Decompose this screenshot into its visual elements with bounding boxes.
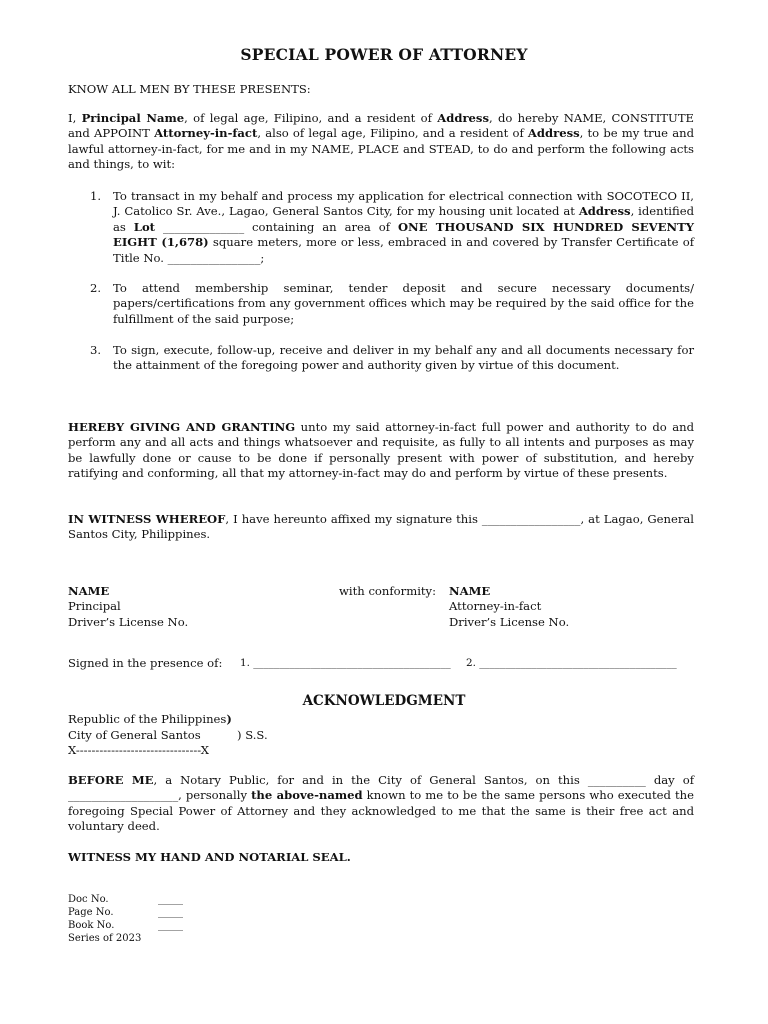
principal-name-placeholder: Principal Name [81,111,185,125]
page-no-blank: _____ [158,907,183,918]
intro-text: KNOW ALL MEN BY THESE PRESENTS: [68,82,311,96]
republic-line: Republic of the Philippines) [68,712,232,726]
list-item-number: 2. [90,281,102,295]
witness-text: , I have hereunto affixed my signature this _________________, at Lagao, General Santos City, Philippines. [68,512,695,542]
appointment-text-5: , to be my true and lawful attorney-in-fact, for me and in my NAME, PLACE and STEAD, to do and perform the following acts and things, to wit: [68,126,694,172]
book-no-blank: _____ [158,920,183,931]
witness-heading: IN WITNESS WHEREOF [68,512,226,526]
list-item-number: 3. [90,343,102,357]
witness-line-2: 2. ______________________________________ [466,657,677,669]
before-me-paragraph: BEFORE ME, a Notary Public, for and in the City of General Santos, on this __________ day of ___________________, personally the above-named known to me to be the same persons who executed the foregoing Special Power of Attorney and they acknowledged to me that the same is their free act and voluntary deed. [68,773,695,834]
attorney-placeholder: Attorney-in-fact [154,126,258,141]
series-label: Series of 2023 [68,933,142,944]
appointment-text-3: , do hereby NAME, CONSTITUTE and APPOINT [68,111,695,141]
witness-line-1: 1. ______________________________________ [240,657,451,669]
principal-role: Principal [68,599,121,613]
doc-no-label: Doc No. [68,894,109,905]
x-line: X--------------------------------X [68,743,210,757]
list-item-text: To attend membership seminar, tender deposit and secure necessary documents/ papers/certifications from any government offices which may be required by the said office for the fulfillment of the said purpose; [113,281,694,326]
ss-marker: ) S.S. [237,728,268,742]
attorney-address-placeholder: Address [527,126,580,141]
list-item [90,343,694,374]
attorney-role: Attorney-in-fact [449,599,542,613]
granting-paragraph [68,420,694,482]
appointment-text-1: I, [68,111,82,125]
list-item-number: 1. [90,189,102,203]
acknowledgment-title: ACKNOWLEDGMENT [302,693,466,709]
granting-text: unto my said attorney-in-fact full power and authority to do and perform any and all acts and things whatsoever and requisite, as fully to all intents and purposes as may be lawfully done or cause to be done if personally present with power of substitution, and hereby ratifying and conforming, all that my attorney-in-fact may do and perform by virtue of these presents. [68,420,694,481]
city-line: City of General Santos [68,728,201,742]
list-item-text: To transact in my behalf and process my application for electrical connection with SOCOTECO II, J. Catolico Sr. Ave., Lagao, General Santos City, for my housing unit located at Address, identified as Lot ______________ containing an area of ONE THOUSAND SIX HUNDRED SEVENTY EIGHT (1,678) square meters, more or less, embraced in and covered by Transfer Certificate of Title No. ________________; [113,189,695,265]
list-item [90,281,694,327]
principal-name: NAME [68,584,110,598]
appointment-paragraph [68,111,694,173]
presence-label: Signed in the presence of: [68,656,223,670]
lot-label: Lot [133,219,156,234]
above-named: the above-named [251,788,363,803]
area-amount: ONE THOUSAND SIX HUNDRED SEVENTY EIGHT (1,678) [113,219,694,250]
document-title: SPECIAL POWER OF ATTORNEY [240,45,528,64]
appointment-text-4: , also of legal age, Filipino, and a resident of [257,126,528,141]
granting-heading: HEREBY GIVING AND GRANTING [68,420,296,434]
appointment-text-2: , of legal age, Filipino, and a resident of [184,111,438,125]
principal-address-placeholder: Address [437,111,489,125]
before-me-heading: BEFORE ME [68,773,154,787]
witness-paragraph [68,512,694,543]
conformity-label: with conformity: [339,584,437,598]
page-no-label: Page No. [68,907,114,918]
principal-license: Driver’s License No. [68,615,189,629]
property-address-placeholder: Address [578,204,631,219]
list-item [90,189,694,266]
doc-no-blank: _____ [158,894,183,905]
hand-seal-text: WITNESS MY HAND AND NOTARIAL SEAL. [68,850,351,864]
list-item-text: To sign, execute, follow-up, receive and deliver in my behalf any and all documents necessary for the attainment of the foregoing power and authority given by virtue of this document. [113,343,694,373]
attorney-name: NAME [449,584,491,598]
attorney-license: Driver’s License No. [449,615,570,629]
book-no-label: Book No. [68,920,115,931]
